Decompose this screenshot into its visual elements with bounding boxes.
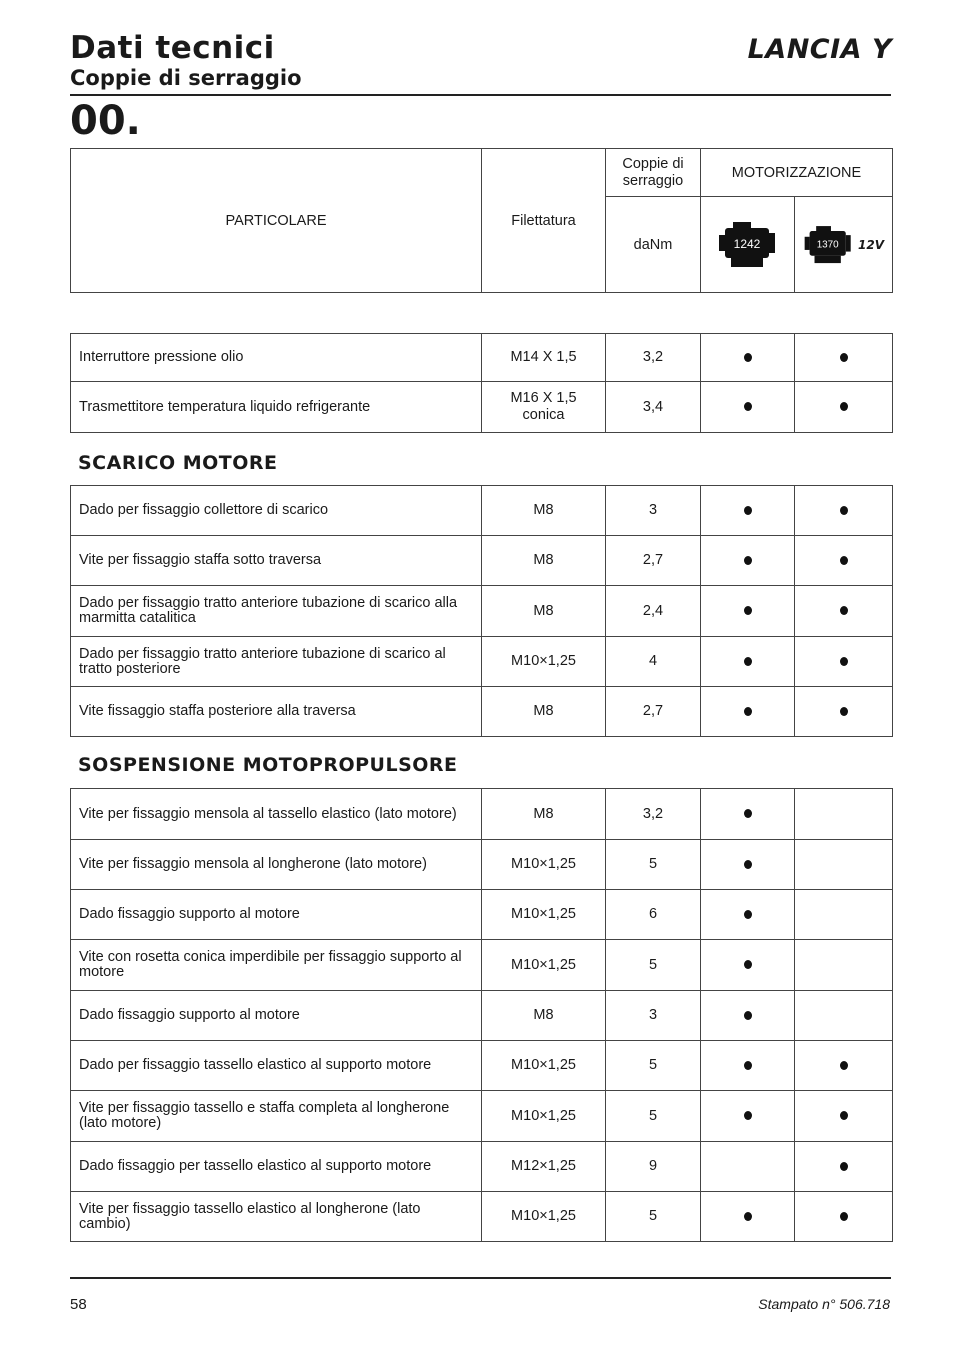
part-description: Vite con rosetta conica imperdibile per fissaggio supporto al motore	[71, 940, 482, 991]
torque-value: 5	[606, 1192, 701, 1242]
engine-1242-mark	[701, 536, 795, 586]
part-description: Vite fissaggio staffa posteriore alla traversa	[71, 687, 482, 737]
table-row	[71, 1192, 893, 1242]
footer-rule	[70, 1277, 891, 1279]
applicability-dot	[744, 707, 752, 716]
table-row	[71, 334, 893, 382]
engine-1370-cell	[795, 197, 893, 293]
applicability-dot	[744, 506, 752, 515]
header-rule	[70, 94, 891, 96]
engine-1242-mark	[701, 586, 795, 637]
table-row	[71, 637, 893, 687]
torque-value: 3,2	[606, 789, 701, 840]
engine-1370-mark	[795, 1142, 893, 1192]
part-description: Vite per fissaggio staffa sotto traversa	[71, 536, 482, 586]
engine-1242-mark	[701, 1041, 795, 1091]
engine-1370-mark	[795, 940, 893, 991]
torque-table	[70, 788, 893, 1242]
thread-spec: M8	[482, 586, 606, 637]
applicability-dot	[744, 960, 752, 969]
applicability-dot	[840, 506, 848, 515]
thread-spec: M8	[482, 687, 606, 737]
part-description: Trasmettitore temperatura liquido refrigerante	[71, 382, 482, 433]
applicability-dot	[840, 707, 848, 716]
applicability-dot	[744, 1212, 752, 1221]
torque-value: 2,7	[606, 687, 701, 737]
applicability-dot	[840, 1061, 848, 1070]
applicability-dot	[744, 910, 752, 919]
engine-label-1370: 1370	[816, 238, 839, 250]
applicability-dot	[744, 657, 752, 666]
table-row	[71, 486, 893, 536]
applicability-dot	[840, 606, 848, 615]
part-description: Dado per fissaggio tratto anteriore tubazione di scarico al tratto posteriore	[71, 637, 482, 687]
engine-1370-mark	[795, 789, 893, 840]
torque-value: 4	[606, 637, 701, 687]
applicability-dot	[744, 1061, 752, 1070]
table-row	[71, 1091, 893, 1142]
torque-table	[70, 485, 893, 737]
engine-1242-mark	[701, 840, 795, 890]
engine-1242-mark	[701, 890, 795, 940]
engine-1370-mark	[795, 334, 893, 382]
applicability-dot	[744, 1011, 752, 1020]
engine-1370-mark	[795, 890, 893, 940]
torque-value: 6	[606, 890, 701, 940]
engine-1242-mark	[701, 789, 795, 840]
part-description: Interruttore pressione olio	[71, 334, 482, 382]
section-title: SCARICO MOTORE	[78, 452, 278, 474]
torque-value: 3,2	[606, 334, 701, 382]
part-description: Dado per fissaggio tassello elastico al supporto motore	[71, 1041, 482, 1091]
header-motorizzazione: MOTORIZZAZIONE	[701, 149, 893, 197]
engine-1242-mark	[701, 687, 795, 737]
thread-spec: M8	[482, 486, 606, 536]
engine-1370-mark	[795, 840, 893, 890]
engine-icon	[803, 220, 854, 270]
engine-1242-mark	[701, 382, 795, 433]
applicability-dot	[744, 402, 752, 411]
engine-label-1242: 1242	[733, 236, 760, 251]
engine-1242-cell	[701, 197, 795, 293]
engine-1242-mark	[701, 486, 795, 536]
torque-value: 5	[606, 1041, 701, 1091]
brand-label: LANCIA Y	[747, 34, 892, 65]
thread-spec: M10×1,25	[482, 840, 606, 890]
engine-1370-mark	[795, 687, 893, 737]
thread-spec: M8	[482, 536, 606, 586]
part-description: Vite per fissaggio mensola al longherone (lato motore)	[71, 840, 482, 890]
engine-1370-mark	[795, 536, 893, 586]
table-row	[71, 789, 893, 840]
table-row	[71, 586, 893, 637]
table-row	[71, 890, 893, 940]
applicability-dot	[744, 1111, 752, 1120]
part-description: Dado fissaggio per tassello elastico al supporto motore	[71, 1142, 482, 1192]
torque-value: 3,4	[606, 382, 701, 433]
part-description: Dado fissaggio supporto al motore	[71, 991, 482, 1041]
part-description: Vite per fissaggio mensola al tassello elastico (lato motore)	[71, 789, 482, 840]
table-row	[71, 687, 893, 737]
engine-12v-tag: 12V	[858, 237, 884, 252]
engine-icon	[717, 220, 779, 270]
table-row	[71, 991, 893, 1041]
section-title: SOSPENSIONE MOTOPROPULSORE	[78, 754, 458, 776]
applicability-dot	[744, 860, 752, 869]
thread-spec: M16 X 1,5 conica	[482, 382, 606, 433]
torque-value: 5	[606, 940, 701, 991]
engine-1242-mark	[701, 1192, 795, 1242]
thread-spec: M14 X 1,5	[482, 334, 606, 382]
header-particolare: PARTICOLARE	[71, 149, 482, 293]
torque-value: 5	[606, 840, 701, 890]
applicability-dot	[840, 657, 848, 666]
thread-spec: M8	[482, 789, 606, 840]
engine-1242-mark	[701, 637, 795, 687]
page-number: 58	[70, 1296, 87, 1313]
applicability-dot	[840, 1162, 848, 1171]
engine-1242-mark	[701, 334, 795, 382]
torque-value: 5	[606, 1091, 701, 1142]
applicability-dot	[744, 606, 752, 615]
engine-1370-mark	[795, 1041, 893, 1091]
header-table	[70, 148, 893, 293]
applicability-dot	[744, 353, 752, 362]
engine-1242-mark	[701, 940, 795, 991]
applicability-dot	[840, 353, 848, 362]
thread-spec: M12×1,25	[482, 1142, 606, 1192]
torque-value: 9	[606, 1142, 701, 1192]
engine-1242-mark	[701, 991, 795, 1041]
engine-1370-mark	[795, 486, 893, 536]
thread-spec: M10×1,25	[482, 637, 606, 687]
torque-value: 3	[606, 991, 701, 1041]
engine-1370-mark	[795, 1192, 893, 1242]
engine-1370-mark	[795, 586, 893, 637]
table-row	[71, 1142, 893, 1192]
applicability-dot	[744, 556, 752, 565]
table-row	[71, 382, 893, 433]
engine-1242-mark	[701, 1142, 795, 1192]
torque-value: 2,4	[606, 586, 701, 637]
part-description: Vite per fissaggio tassello e staffa completa al longherone (lato motore)	[71, 1091, 482, 1142]
torque-value: 2,7	[606, 536, 701, 586]
thread-spec: M10×1,25	[482, 890, 606, 940]
part-description: Dado per fissaggio collettore di scarico	[71, 486, 482, 536]
header-unit: daNm	[606, 197, 701, 293]
part-description: Dado per fissaggio tratto anteriore tubazione di scarico alla marmitta catalitica	[71, 586, 482, 637]
section-code: 00.	[70, 98, 141, 144]
thread-spec: M10×1,25	[482, 1091, 606, 1142]
engine-1370-mark	[795, 637, 893, 687]
engine-1242-mark	[701, 1091, 795, 1142]
engine-1370-mark	[795, 382, 893, 433]
thread-spec: M10×1,25	[482, 1041, 606, 1091]
header-coppie: Coppie di serraggio	[606, 149, 701, 197]
thread-spec: M10×1,25	[482, 1192, 606, 1242]
table-row	[71, 536, 893, 586]
page-title: Dati tecnici	[70, 30, 275, 66]
table-row	[71, 1041, 893, 1091]
engine-1370-mark	[795, 1091, 893, 1142]
thread-spec: M8	[482, 991, 606, 1041]
engine-1370-mark	[795, 991, 893, 1041]
thread-spec: M10×1,25	[482, 940, 606, 991]
printed-code: Stampato n° 506.718	[758, 1296, 890, 1312]
applicability-dot	[840, 1111, 848, 1120]
page-subtitle: Coppie di serraggio	[70, 66, 302, 90]
header-filettatura: Filettatura	[482, 149, 606, 293]
torque-value: 3	[606, 486, 701, 536]
table-row	[71, 840, 893, 890]
torque-table	[70, 333, 893, 433]
applicability-dot	[744, 809, 752, 818]
applicability-dot	[840, 402, 848, 411]
part-description: Dado fissaggio supporto al motore	[71, 890, 482, 940]
applicability-dot	[840, 1212, 848, 1221]
table-row	[71, 940, 893, 991]
applicability-dot	[840, 556, 848, 565]
part-description: Vite per fissaggio tassello elastico al longherone (lato cambio)	[71, 1192, 482, 1242]
